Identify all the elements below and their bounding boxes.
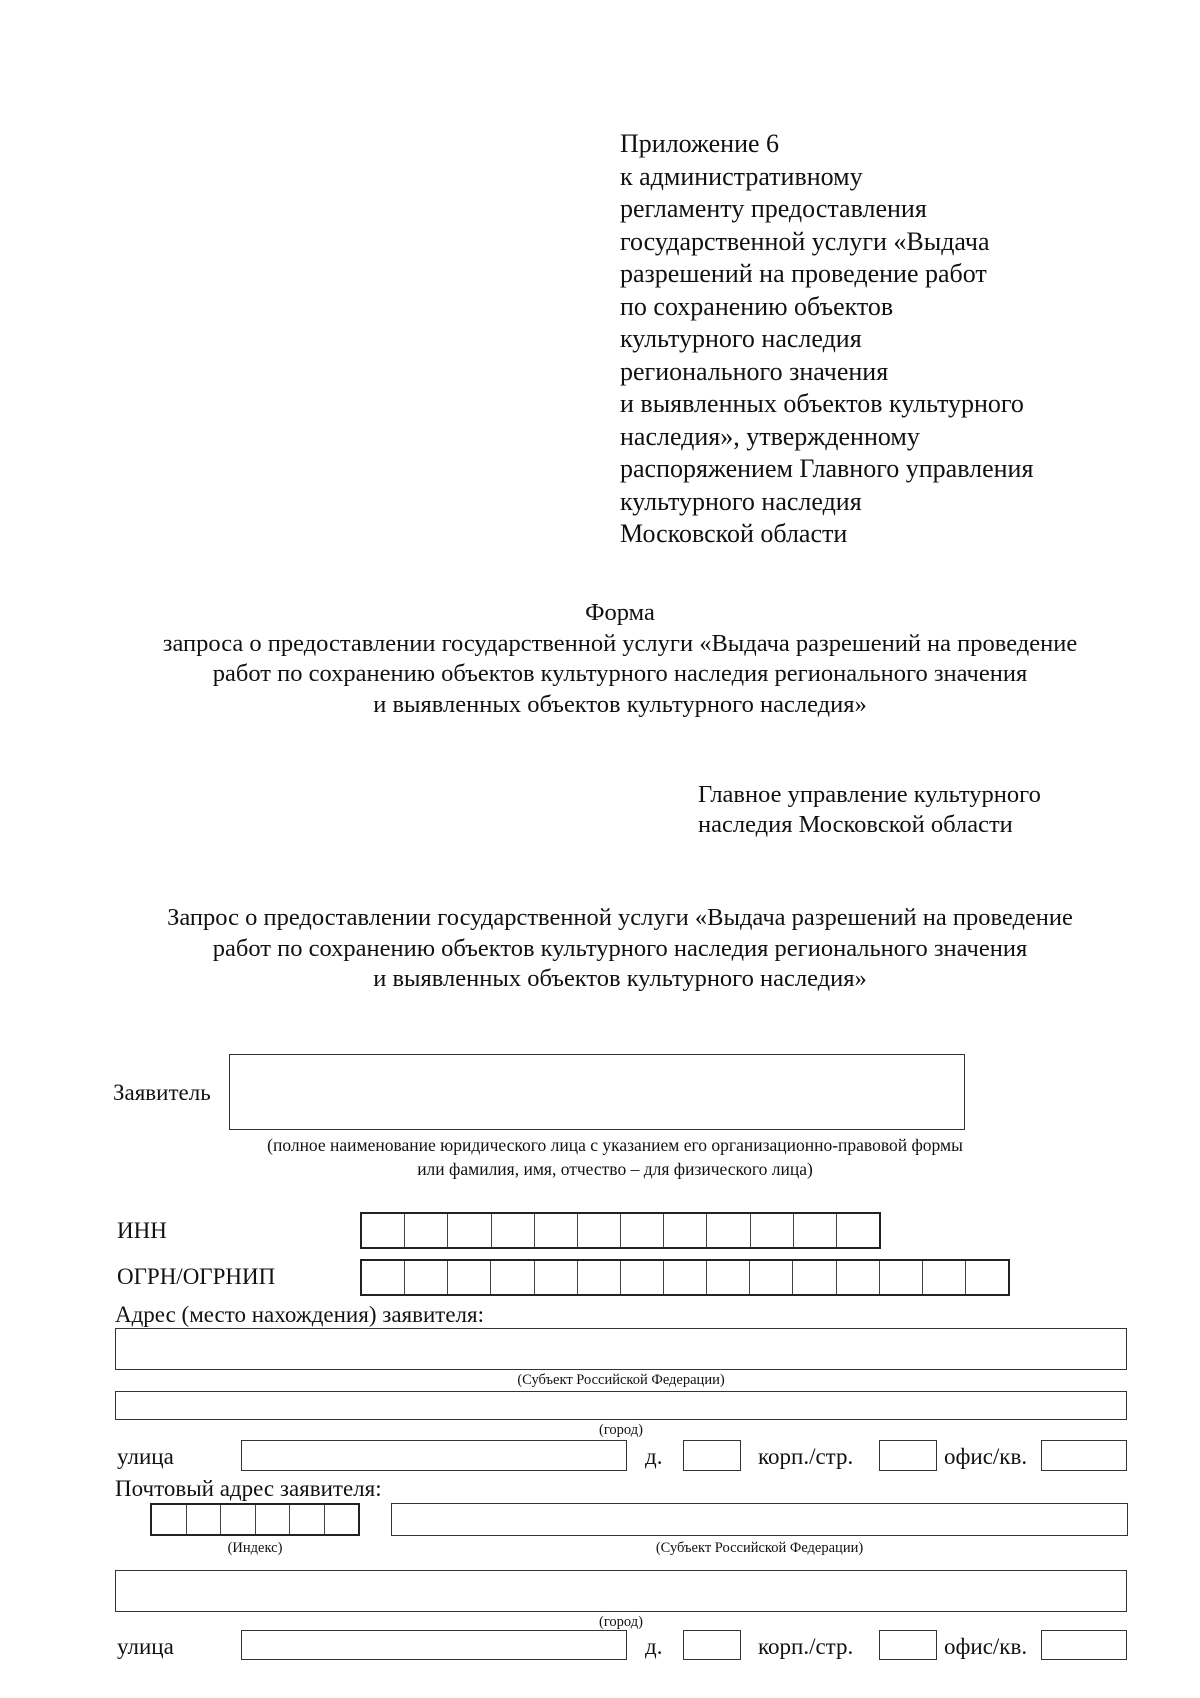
postal-house-label: д. — [645, 1634, 663, 1659]
postal-index-digit-cell[interactable] — [152, 1505, 187, 1534]
ogrn-digit-cell[interactable] — [578, 1261, 621, 1294]
inn-digit-cell[interactable] — [707, 1214, 750, 1247]
postal-region-field[interactable] — [391, 1503, 1128, 1536]
appendix-line: к административному — [620, 161, 863, 191]
applicant-caption — [150, 1133, 1080, 1181]
appendix-line: культурного наследия — [620, 324, 862, 353]
address-heading: Адрес (место нахождения) заявителя: — [115, 1302, 484, 1327]
postal-house-field[interactable] — [683, 1630, 741, 1660]
postal-index-digit-cell[interactable] — [325, 1505, 359, 1534]
inn-digit-cell[interactable] — [492, 1214, 535, 1247]
form-heading — [0, 598, 1200, 720]
ogrn-digit-cell[interactable] — [707, 1261, 750, 1294]
postal-index-digit-cell[interactable] — [290, 1505, 325, 1534]
address-street-field[interactable] — [241, 1440, 627, 1471]
inn-digit-cell[interactable] — [362, 1214, 405, 1247]
ogrn-digit-cell[interactable] — [405, 1261, 448, 1294]
postal-region-caption: (Субъект Российской Федерации) — [655, 1540, 864, 1556]
inn-label: ИНН — [117, 1218, 167, 1243]
applicant-caption-line: или фамилия, имя, отчество – для физического лица) — [417, 1159, 813, 1179]
ogrn-digit-cell[interactable] — [491, 1261, 534, 1294]
request-heading-line: Запрос о предоставлении государственной услуги «Выдача разрешений на проведение — [167, 904, 1073, 931]
ogrn-digit-cell[interactable] — [664, 1261, 707, 1294]
address-city-caption: (город) — [599, 1422, 643, 1438]
inn-digit-cell[interactable] — [664, 1214, 707, 1247]
ogrn-label: ОГРН/ОГРНИП — [117, 1264, 276, 1289]
ogrn-digit-cell[interactable] — [837, 1261, 880, 1294]
recipient-line: наследия Московской области — [698, 811, 1013, 838]
applicant-name-field[interactable] — [229, 1054, 965, 1130]
address-house-field[interactable] — [683, 1440, 741, 1471]
appendix-line: наследия», утвержденному — [620, 421, 920, 451]
ogrn-digit-cell[interactable] — [966, 1261, 1008, 1294]
appendix-line: по сохранению объектов — [620, 291, 894, 321]
address-region-field[interactable] — [115, 1328, 1127, 1370]
postal-index-caption: (Индекс) — [227, 1540, 283, 1556]
ogrn-digit-cell[interactable] — [923, 1261, 966, 1294]
form-heading-line: и выявленных объектов культурного наследия» — [373, 690, 867, 718]
address-building-field[interactable] — [879, 1440, 937, 1471]
inn-digit-cell[interactable] — [621, 1214, 664, 1247]
form-heading-line: работ по сохранению объектов культурного наследия регионального значения — [212, 660, 1028, 687]
inn-digit-cell[interactable] — [448, 1214, 491, 1247]
request-heading-line: работ по сохранению объектов культурного наследия регионального значения — [212, 934, 1028, 962]
address-region-caption: (Субъект Российской Федерации) — [517, 1372, 725, 1388]
appendix-line: регионального значения — [620, 356, 889, 386]
ogrn-digit-cell[interactable] — [750, 1261, 793, 1294]
postal-building-label: корп./стр. — [758, 1634, 854, 1659]
postal-index-digit-cell[interactable] — [221, 1505, 256, 1534]
applicant-caption-line: (полное наименование юридического лица с указанием его организационно-правовой формы — [267, 1135, 963, 1155]
appendix-note — [620, 128, 1033, 551]
inn-digit-field[interactable] — [360, 1212, 881, 1249]
inn-digit-cell[interactable] — [578, 1214, 621, 1247]
postal-office-field[interactable] — [1041, 1630, 1127, 1660]
address-street-label: улица — [117, 1444, 174, 1469]
postal-building-field[interactable] — [879, 1630, 937, 1660]
postal-index-digit-cell[interactable] — [187, 1505, 222, 1534]
ogrn-digit-cell[interactable] — [535, 1261, 578, 1294]
appendix-line: распоряжением Главного управления — [620, 454, 1034, 483]
ogrn-digit-cell[interactable] — [880, 1261, 923, 1294]
address-building-label: корп./стр. — [758, 1444, 854, 1469]
postal-street-label: улица — [117, 1634, 174, 1659]
appendix-line: разрешений на проведение работ — [620, 259, 987, 288]
request-heading-line: и выявленных объектов культурного наследия» — [373, 965, 867, 992]
address-house-label: д. — [645, 1444, 663, 1469]
request-heading — [0, 903, 1200, 995]
address-city-field[interactable] — [115, 1391, 1127, 1420]
address-office-field[interactable] — [1041, 1440, 1127, 1471]
recipient-line: Главное управление культурного — [698, 781, 1041, 808]
postal-city-field[interactable] — [115, 1570, 1127, 1612]
appendix-line: Приложение 6 — [620, 129, 780, 158]
address-office-label: офис/кв. — [944, 1444, 1028, 1469]
form-heading-line: запроса о предоставлении государственной услуги «Выдача разрешений на проведение — [162, 629, 1078, 657]
appendix-line: государственной услуги «Выдача — [620, 226, 990, 256]
inn-digit-cell[interactable] — [837, 1214, 879, 1247]
form-title: Форма — [585, 599, 655, 626]
postal-heading: Почтовый адрес заявителя: — [115, 1476, 382, 1501]
appendix-line: Московской области — [620, 519, 848, 548]
inn-digit-cell[interactable] — [751, 1214, 794, 1247]
postal-city-caption: (город) — [599, 1614, 643, 1630]
applicant-label: Заявитель — [113, 1080, 211, 1105]
inn-digit-cell[interactable] — [535, 1214, 578, 1247]
postal-index-field[interactable] — [150, 1503, 360, 1536]
postal-index-digit-cell[interactable] — [256, 1505, 291, 1534]
appendix-line: и выявленных объектов культурного — [620, 389, 1024, 418]
appendix-line: культурного наследия — [620, 486, 862, 516]
appendix-line: регламенту предоставления — [620, 194, 927, 223]
ogrn-digit-cell[interactable] — [448, 1261, 491, 1294]
ogrn-digit-field[interactable] — [360, 1259, 1010, 1296]
recipient-block — [698, 780, 1041, 840]
postal-office-label: офис/кв. — [944, 1634, 1028, 1659]
ogrn-digit-cell[interactable] — [362, 1261, 405, 1294]
postal-street-field[interactable] — [241, 1630, 627, 1660]
ogrn-digit-cell[interactable] — [793, 1261, 836, 1294]
ogrn-digit-cell[interactable] — [621, 1261, 664, 1294]
inn-digit-cell[interactable] — [794, 1214, 837, 1247]
inn-digit-cell[interactable] — [405, 1214, 448, 1247]
